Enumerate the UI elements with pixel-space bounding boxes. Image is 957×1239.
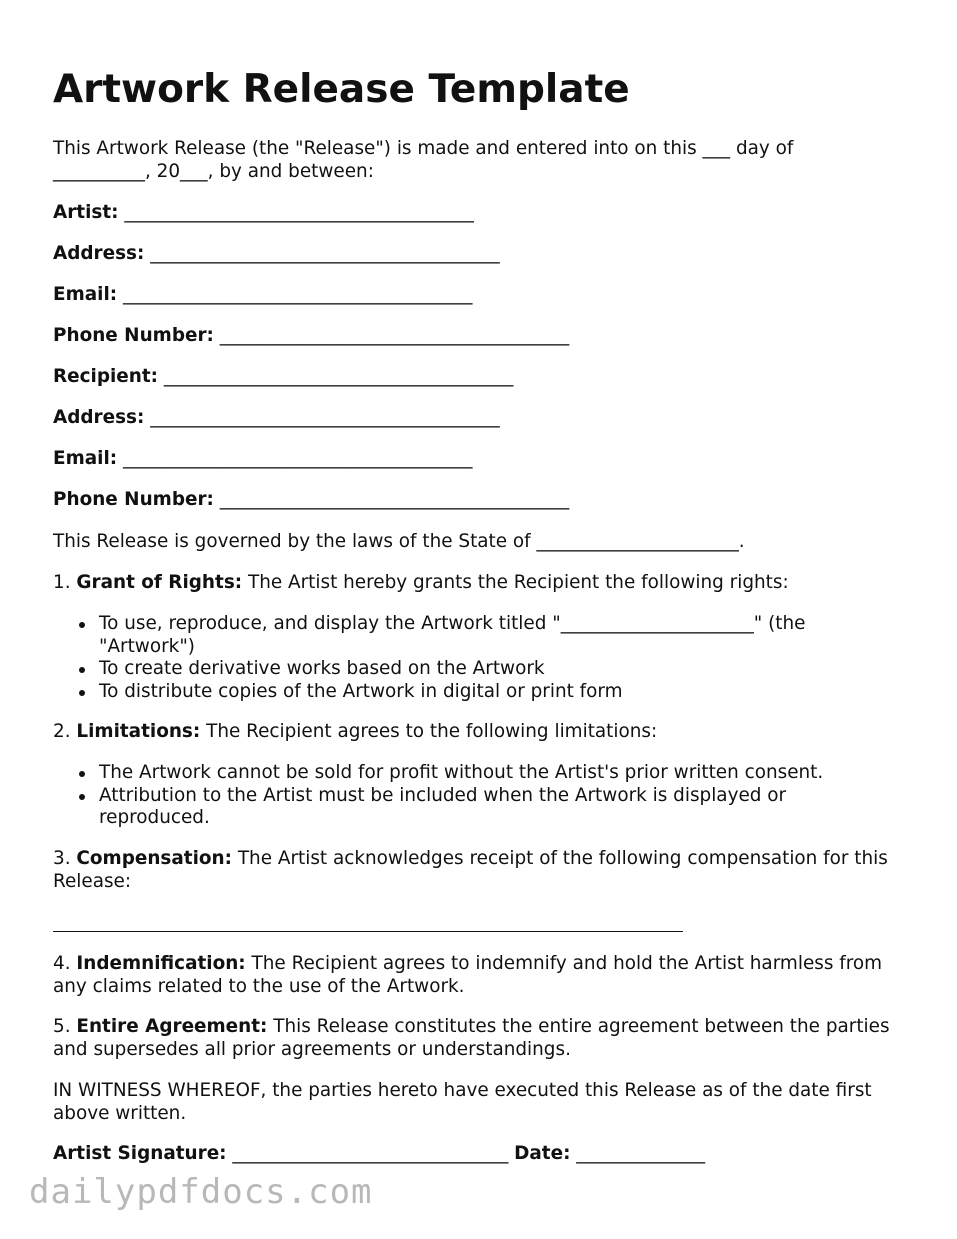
field-label: Email: (53, 284, 118, 305)
field-blank: ______________________________________ (150, 407, 500, 428)
field-label: Phone Number: (53, 325, 214, 346)
watermark: dailypdfdocs.com (29, 1172, 373, 1212)
witness-clause: IN WITNESS WHEREOF, the parties hereto have executed this Release as of the date first above written. (53, 1080, 872, 1124)
section-text: This Release constitutes the entire agreement between the parties and supersedes all prior agreements or understandings. (53, 1016, 890, 1060)
field-recipient-phone[interactable] (53, 489, 913, 512)
field-label: Address: (53, 243, 145, 264)
field-artist-email[interactable] (53, 284, 913, 307)
section-indemnification (53, 953, 913, 998)
section-text: The Artist hereby grants the Recipient the following rights: (247, 572, 789, 593)
date-label: Date: (514, 1143, 571, 1164)
field-blank: ______________________________________ (150, 243, 500, 264)
signature-blank: ______________________________ (232, 1143, 509, 1164)
section-number: 4. (53, 953, 71, 974)
document-title: Artwork Release Template (53, 67, 630, 112)
field-recipient-email[interactable] (53, 448, 913, 471)
field-label: Recipient: (53, 366, 159, 387)
section-limitations (53, 721, 913, 744)
section-number: 5. (53, 1016, 71, 1037)
intro-line-2: __________, 20___, by and between: (53, 160, 374, 182)
signature-line[interactable] (53, 1143, 913, 1166)
section-number: 2. (53, 721, 71, 742)
field-blank: ______________________________________ (122, 448, 473, 469)
section-text: The Artist acknowledges receipt of the following compensation for this Release: (53, 848, 888, 892)
field-blank: ______________________________________ (122, 284, 473, 305)
field-recipient[interactable] (53, 366, 913, 389)
section-number: 1. (53, 572, 71, 593)
field-blank: ______________________________________ (219, 489, 570, 510)
field-label: Artist: (53, 202, 119, 223)
field-label: Email: (53, 448, 118, 469)
list-item: Attribution to the Artist must be included when the Artwork is displayed or reproduced. (53, 785, 913, 830)
list-item: To create derivative works based on the Artwork (53, 658, 913, 681)
section-entire-agreement (53, 1016, 913, 1061)
section-number: 3. (53, 848, 71, 869)
field-blank: ______________________________________ (163, 366, 514, 387)
limitations-list (53, 762, 913, 830)
intro-paragraph (53, 138, 913, 183)
list-item: To distribute copies of the Artwork in digital or print form (53, 681, 913, 704)
governing-law-clause: This Release is governed by the laws of the State of ______________________. (53, 531, 745, 552)
section-compensation (53, 848, 913, 893)
section-text: The Recipient agrees to the following limitations: (206, 721, 658, 742)
section-heading: Grant of Rights: (76, 572, 243, 593)
field-label: Phone Number: (53, 489, 214, 510)
field-blank: ______________________________________ (124, 202, 474, 223)
intro-line-1: This Artwork Release (the "Release") is made and entered into on this ___ day of (53, 138, 794, 159)
field-recipient-address[interactable] (53, 407, 913, 430)
date-blank: ______________ (576, 1143, 706, 1164)
field-blank: ______________________________________ (219, 325, 570, 346)
compensation-blank-line[interactable] (53, 931, 683, 932)
grant-rights-list (53, 613, 913, 703)
list-item: The Artwork cannot be sold for profit without the Artist's prior written consent. (53, 762, 913, 785)
signature-label: Artist Signature: (53, 1143, 227, 1164)
field-label: Address: (53, 407, 145, 428)
section-heading: Compensation: (76, 848, 232, 869)
field-artist-phone[interactable] (53, 325, 913, 348)
field-artist-address[interactable] (53, 243, 913, 266)
list-item: To use, reproduce, and display the Artwork titled "_____________________" (the "Artwork") (53, 613, 913, 658)
section-heading: Limitations: (76, 721, 201, 742)
section-heading: Entire Agreement: (76, 1016, 268, 1037)
section-heading: Indemnification: (76, 953, 246, 974)
field-artist[interactable] (53, 202, 913, 225)
section-grant-of-rights (53, 572, 913, 595)
section-text: The Recipient agrees to indemnify and hold the Artist harmless from any claims related to the use of the Artwork. (53, 953, 883, 997)
